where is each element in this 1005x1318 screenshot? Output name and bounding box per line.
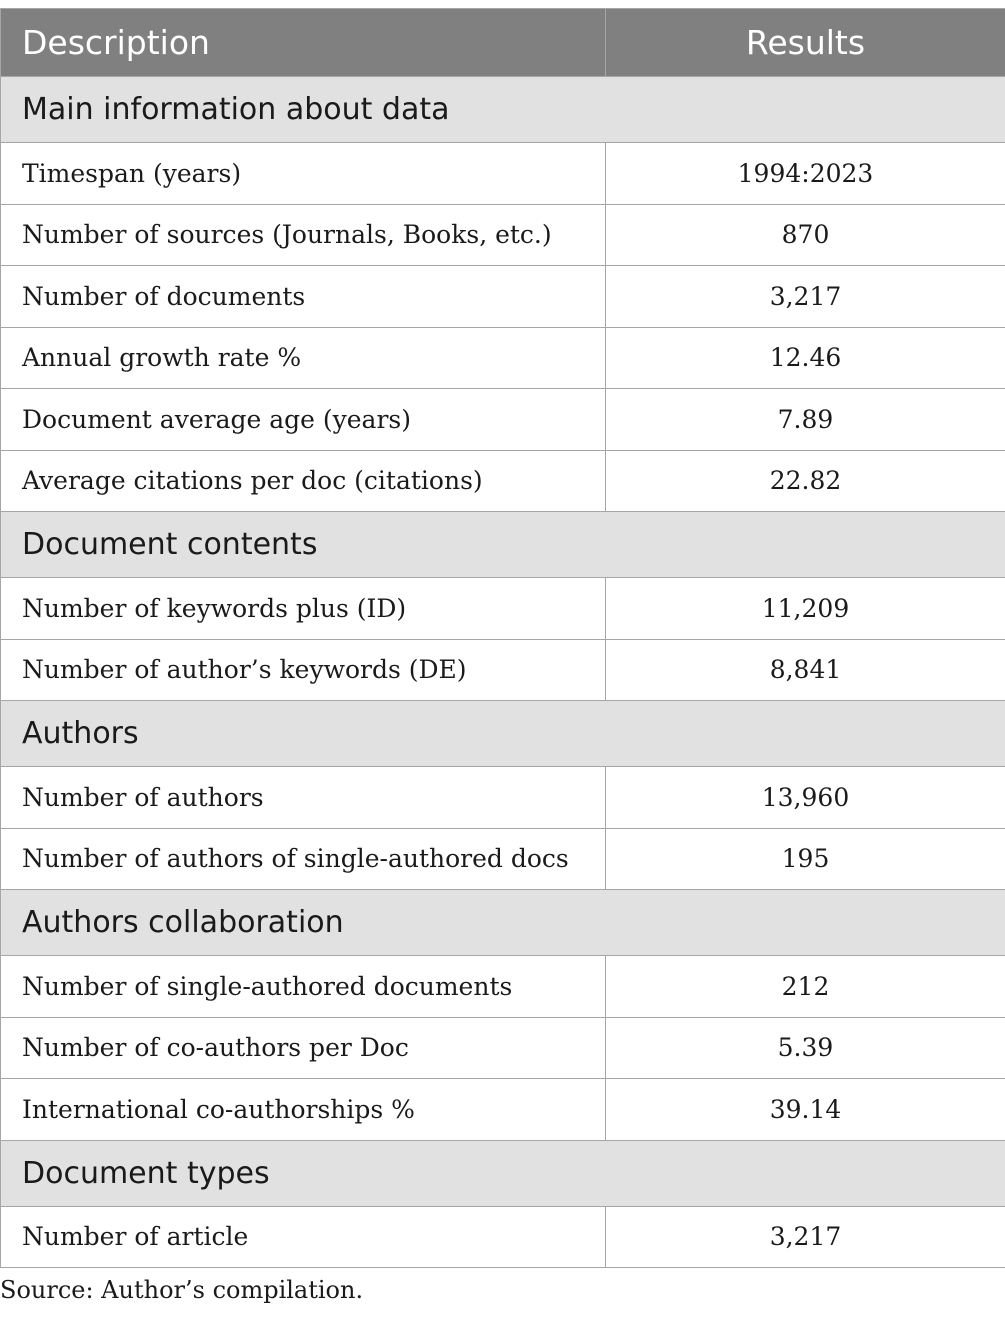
row-label: Average citations per doc (citations) <box>1 450 606 512</box>
section-header-row <box>1 1140 1005 1206</box>
row-value: 3,217 <box>606 1206 1005 1268</box>
table-row <box>1 143 1005 205</box>
row-label: Number of sources (Journals, Books, etc.) <box>1 204 606 266</box>
table-header-row <box>1 9 1005 77</box>
table-row <box>1 1017 1005 1079</box>
table-row <box>1 767 1005 829</box>
row-label: Number of article <box>1 1206 606 1268</box>
row-value: 5.39 <box>606 1017 1005 1079</box>
row-value: 22.82 <box>606 450 1005 512</box>
table-row <box>1 327 1005 389</box>
row-label: Number of keywords plus (ID) <box>1 578 606 640</box>
table-row <box>1 389 1005 451</box>
section-header-row <box>1 77 1005 143</box>
row-value: 7.89 <box>606 389 1005 451</box>
row-label: Timespan (years) <box>1 143 606 205</box>
table-row <box>1 578 1005 640</box>
source-note: Source: Author’s compilation. <box>0 1276 364 1304</box>
table-body <box>1 77 1005 1268</box>
section-title: Document contents <box>1 512 1005 578</box>
section-title: Document types <box>1 1140 1005 1206</box>
table-row <box>1 956 1005 1018</box>
row-label: Number of author’s keywords (DE) <box>1 639 606 701</box>
row-value: 39.14 <box>606 1079 1005 1141</box>
table-row <box>1 639 1005 701</box>
column-header-description: Description <box>1 9 606 77</box>
row-label: Number of single-authored documents <box>1 956 606 1018</box>
row-label: Number of authors <box>1 767 606 829</box>
section-header-row <box>1 701 1005 767</box>
table-row <box>1 1079 1005 1141</box>
section-header-row <box>1 890 1005 956</box>
row-value: 11,209 <box>606 578 1005 640</box>
row-value: 195 <box>606 828 1005 890</box>
row-label: Number of co-authors per Doc <box>1 1017 606 1079</box>
row-label: Annual growth rate % <box>1 327 606 389</box>
table-row <box>1 266 1005 328</box>
row-label: Document average age (years) <box>1 389 606 451</box>
section-title: Main information about data <box>1 77 1005 143</box>
table-row <box>1 828 1005 890</box>
section-title: Authors <box>1 701 1005 767</box>
table-row <box>1 204 1005 266</box>
row-value: 1994:2023 <box>606 143 1005 205</box>
data-summary-table <box>0 8 1005 1268</box>
section-title: Authors collaboration <box>1 890 1005 956</box>
row-value: 13,960 <box>606 767 1005 829</box>
row-value: 12.46 <box>606 327 1005 389</box>
table-row <box>1 1206 1005 1268</box>
row-value: 3,217 <box>606 266 1005 328</box>
row-label: International co-authorships % <box>1 1079 606 1141</box>
column-header-results: Results <box>606 9 1005 77</box>
row-label: Number of documents <box>1 266 606 328</box>
row-value: 870 <box>606 204 1005 266</box>
row-label: Number of authors of single-authored docs <box>1 828 606 890</box>
section-header-row <box>1 512 1005 578</box>
row-value: 8,841 <box>606 639 1005 701</box>
row-value: 212 <box>606 956 1005 1018</box>
table-row <box>1 450 1005 512</box>
